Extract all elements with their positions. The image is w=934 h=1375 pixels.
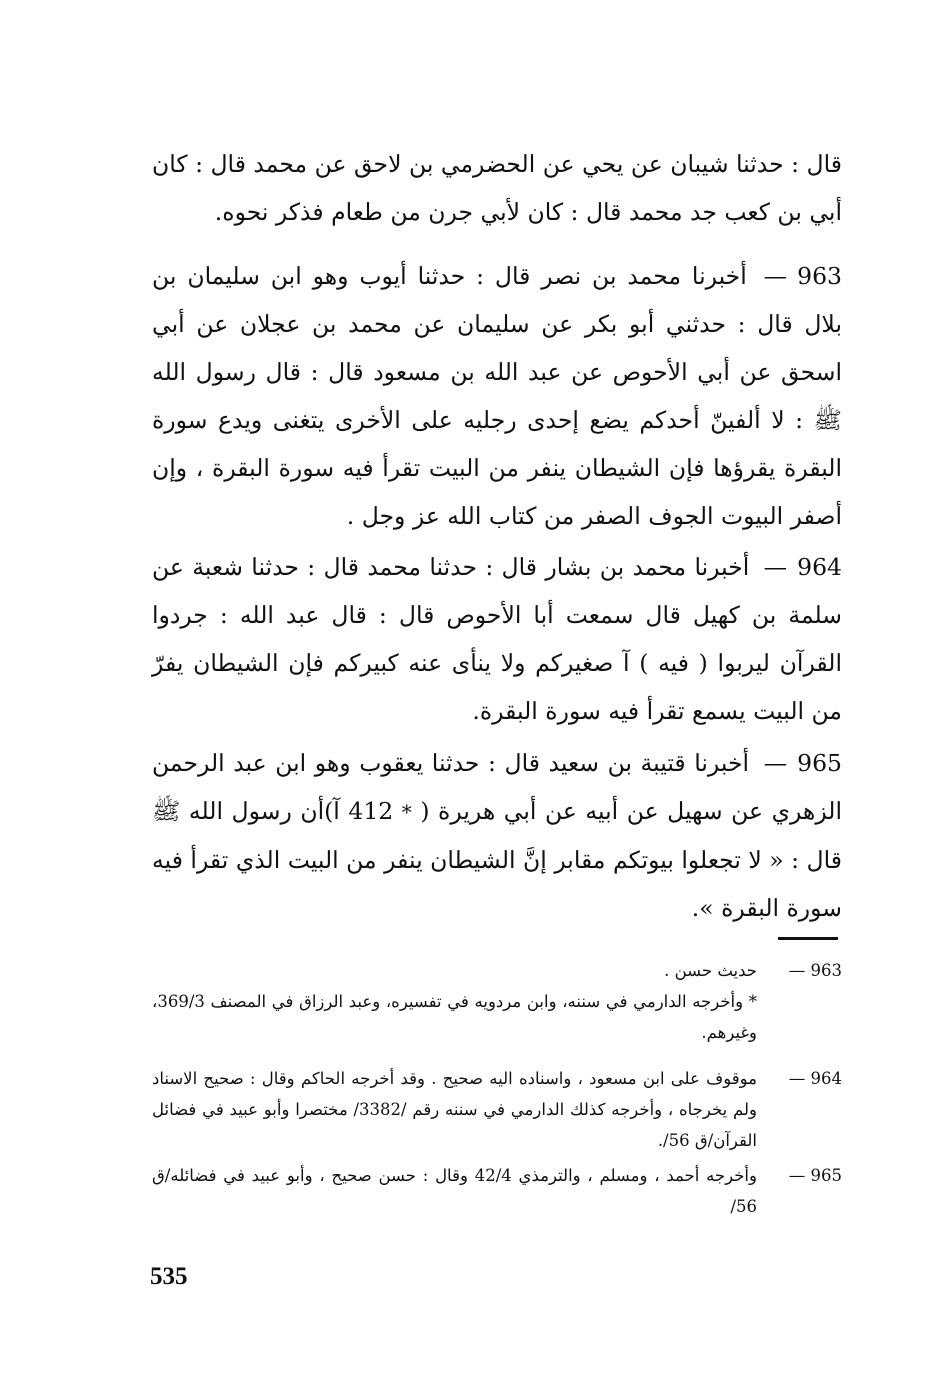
- manuscript-marker: *: [401, 800, 412, 824]
- hadith-number: 965: [797, 749, 842, 777]
- hadith-dash: —: [763, 262, 788, 290]
- page-number: 535: [150, 1263, 188, 1290]
- footnote-964: [152, 1063, 842, 1156]
- hadith-dash: —: [763, 553, 788, 581]
- hadith-dash: —: [763, 749, 788, 777]
- footnote-line: موقوف على ابن مسعود ، واسناده اليه صحيح . وقد أخرجه الحاكم وقال : صحيح الاسناد ولم يخرجاه ، وأخرجه كذلك الدارمي في سننه رقم /3382/ مختصرا وأبو عبيد في فضائل القرآن/ق 56/.: [152, 1069, 757, 1150]
- footnote-label: 965 —: [788, 1166, 842, 1185]
- footnote-965: [152, 1160, 842, 1222]
- hadith-number: 964: [797, 553, 842, 581]
- footnote-separator: [778, 937, 838, 940]
- hadith-text: أخبرنا محمد بن بشار قال : حدثنا محمد قال : حدثنا شعبة عن سلمة بن كهيل قال سمعت أبا الأحوص قال : قال عبد الله : جردوا القرآن ليربوا ( فيه ) آ صغيركم ولا ينأى عنه كبيركم فإن الشيطان يفرّ من البيت يسمع تقرأ فيه سورة البقرة.: [152, 553, 842, 725]
- footnote-963: [152, 955, 842, 1048]
- hadith-963-paragraph: [152, 252, 842, 540]
- footnote-line: حديث حسن .: [664, 961, 757, 980]
- intro-paragraph: قال : حدثنا شيبان عن يحي عن الحضرمي بن لاحق عن محمد قال : كان أبي بن كعب جد محمد قال : كان لأبي جرن من طعام فذكر نحوه.: [152, 150, 842, 226]
- footnote-label: 964 —: [788, 1069, 842, 1088]
- hadith-965-paragraph: [152, 739, 842, 932]
- footnote-line: * وأخرجه الدارمي في سننه، وابن مردويه في تفسيره، وعبد الرزاق في المصنف 369/3، وغيرهم.: [152, 992, 757, 1042]
- hadith-number: 963: [797, 262, 842, 290]
- footnote-label: 963 —: [788, 961, 842, 980]
- hadith-text-before: أخبرنا قتيبة بن سعيد قال : حدثنا يعقوب وهو ابن عبد الرحمن الزهري عن سهيل عن أبيه عن أبي هريرة (: [152, 749, 842, 825]
- hadith-text: أخبرنا محمد بن نصر قال : حدثنا أيوب وهو ابن سليمان بن بلال قال : حدثني أبو بكر عن سليمان عن محمد بن عجلان عن أبي اسحق عن أبي الأحوص عن عبد الله بن مسعود قال : قال رسول الله ﷺ : لا ألفينّ أحدكم يضع إحدى رجليه على الأخرى يتغنى ويدع سورة البقرة يقرؤها فإن الشيطان ينفر من البيت تقرأ فيه سورة البقرة ، وإن أصفر البيوت الجوف الصفر من كتاب الله عز وجل .: [152, 262, 842, 530]
- manuscript-folio: 412 آ: [333, 797, 394, 825]
- footnote-line: وأخرجه أحمد ، ومسلم ، والترمذي 42/4 وقال : حسن صحيح ، وأبو عبيد في فضائله/ق 56/: [152, 1166, 757, 1216]
- hadith-964-paragraph: [152, 543, 842, 735]
- hadith-text-after: )أن رسول الله ﷺ قال : « لا تجعلوا بيوتكم مقابر إنَّ الشيطان ينفر من البيت الذي تقرأ فيه سورة البقرة ».: [152, 797, 842, 922]
